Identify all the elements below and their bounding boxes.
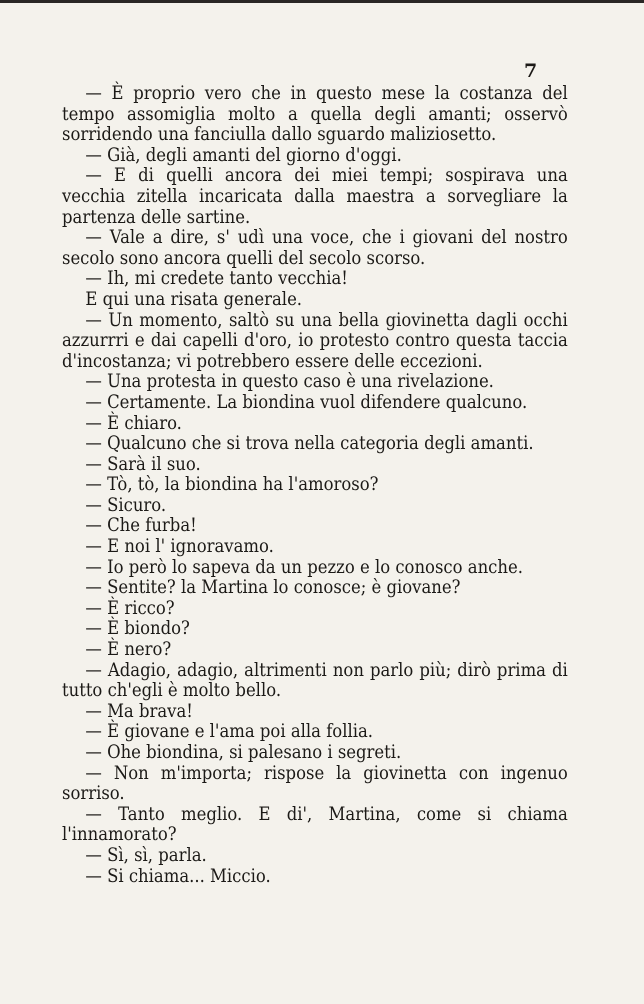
paragraph: — Qualcuno che si trova nella categoria degli amanti. [85,433,534,455]
body-text [62,84,568,887]
paragraph: — È chiaro. [85,412,182,434]
paragraph: — Già, degli amanti del giorno d'oggi. [85,144,402,166]
paragraph: — Non m'importa; rispose la giovinetta con ingenuo sorriso. [62,762,568,805]
paragraph: — Ma brava! [85,700,193,722]
paragraph: — Tanto meglio. E di', Martina, come si chiama l'innamorato? [62,803,568,846]
paragraph: — Che furba! [85,515,197,537]
top-border [0,0,644,3]
paragraph: — È biondo? [85,618,190,640]
paragraph: — Certamente. La biondina vuol difendere qualcuno. [85,391,528,413]
paragraph: — È giovane e l'ama poi alla follia. [85,721,374,743]
page-number: 7 [524,60,538,82]
paragraph: — E noi l' ignoravamo. [85,536,274,558]
paragraph: E qui una risata generale. [85,288,303,310]
paragraph: — Ohe biondina, si palesano i segreti. [85,742,402,763]
paragraph: — Sarà il suo. [85,453,201,475]
paragraph: — Si chiama... Miccio. [85,865,271,887]
paragraph: — Ih, mi credete tanto vecchia! [85,268,348,290]
paragraph: — Sentite? la Martina lo conosce; è giovane? [85,577,461,599]
paragraph: — Adagio, adagio, altrimenti non parlo più; dirò prima di tutto ch'egli è molto bello. [62,659,568,702]
paragraph: — Vale a dire, s' udì una voce, che i giovani del nostro secolo sono ancora quelli del secolo scorso. [62,227,568,269]
paragraph: — È nero? [85,639,172,661]
paragraph: — Tò, tò, la biondina ha l'amoroso? [85,474,379,496]
paragraph: — Un momento, saltò su una bella giovinetta dagli occhi azzurrri e dai capelli d'oro, io protesto contro questa taccia d'incostanza; vi potrebbero essere delle eccezioni. [62,309,568,372]
paragraph: — E di quelli ancora dei miei tempi; sospirava una vecchia zitella incaricata dalla maestra a sorvegliare la partenza delle sartine. [62,165,568,228]
paragraph: — È proprio vero che in questo mese la costanza del tempo assomiglia molto a quella degli amanti; osservò sorridendo una fanciulla dallo sguardo maliziosetto. [62,83,568,146]
paragraph: — È ricco? [85,597,175,619]
paragraph: — Sicuro. [85,494,167,516]
paragraph: — Una protesta in questo caso è una rivelazione. [85,371,494,393]
paragraph: — Sì, sì, parla. [85,844,207,866]
paragraph: — Io però lo sapeva da un pezzo e lo conosco anche. [85,556,523,578]
